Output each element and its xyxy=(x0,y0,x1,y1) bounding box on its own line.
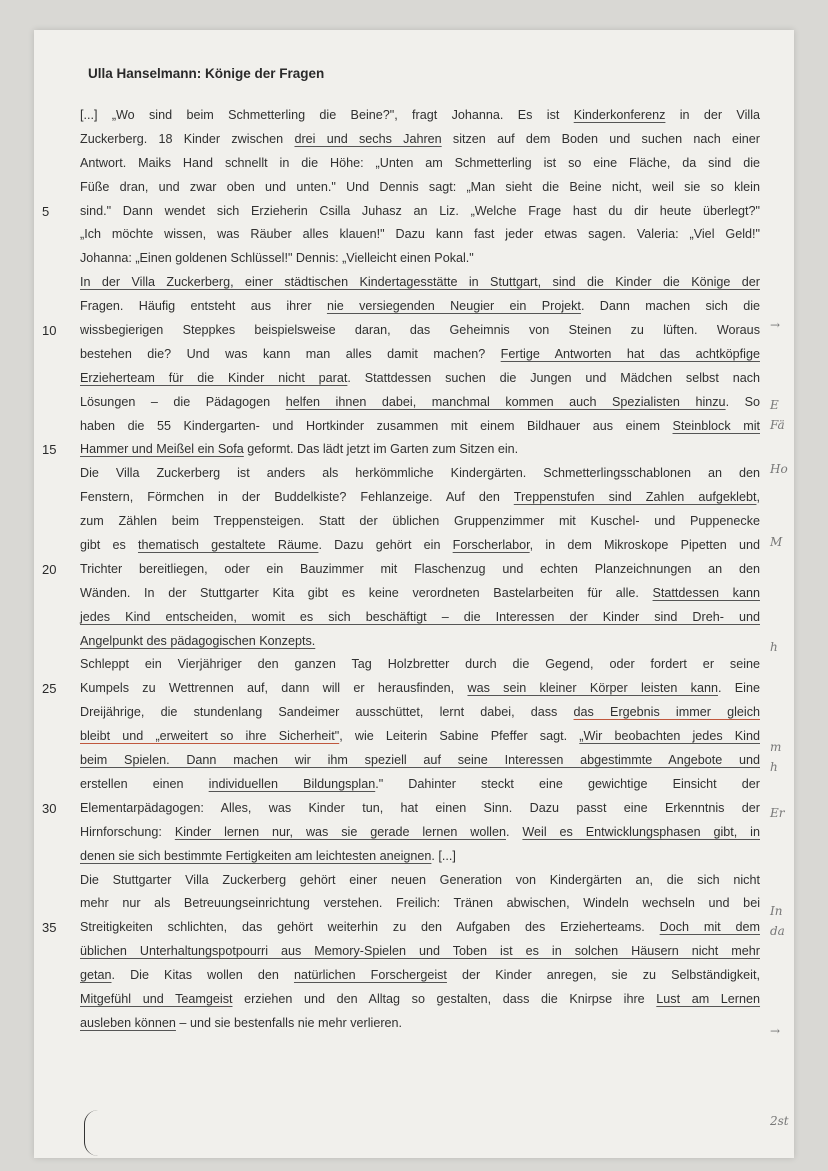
text-segment: Johanna: „Einen goldenen Schlüssel!" Dennis: „Vielleicht einen Pokal." xyxy=(80,251,474,266)
underlined-text: drei und sechs Jahren xyxy=(294,131,442,146)
text-line xyxy=(80,223,760,247)
underlined-text: bleibt und „erweitert so ihre Sicherheit" xyxy=(80,729,340,744)
line-number: 35 xyxy=(42,920,57,936)
text-segment: Lösungen – die Pädagogen xyxy=(80,394,286,409)
underlined-text: Weil es Entwicklungsphasen gibt, in xyxy=(522,824,760,839)
text-line xyxy=(80,725,760,749)
margin-note: h xyxy=(770,640,778,654)
text-line xyxy=(80,845,760,869)
text-segment: erstellen einen xyxy=(80,776,209,791)
underlined-text: Kinderkonferenz xyxy=(573,108,666,122)
text-segment: wissbegierigen Steppkes beispielsweise daran, das Geheimnis von Steinen zu lüften. Woraus xyxy=(80,323,760,338)
underlined-text: In der Villa Zuckerberg, einer städtischen Kindertagesstätte in Stuttgart, sind die Kinder die Könige der xyxy=(80,275,760,290)
text-segment: in der Villa xyxy=(665,108,760,122)
margin-note: → xyxy=(770,318,781,332)
text-line xyxy=(80,582,760,606)
text-line xyxy=(80,869,760,893)
text-line xyxy=(80,964,760,988)
text-line xyxy=(42,200,760,224)
text-segment: Fenstern, Förmchen in der Buddelkiste? Fehlanzeige. Auf den xyxy=(80,490,514,505)
text-line xyxy=(80,630,760,654)
text-segment: [...] „Wo sind beim Schmetterling die Beine?", fragt Johanna. Es ist xyxy=(80,108,574,122)
underlined-text: Treppenstufen sind Zahlen aufgeklebt xyxy=(513,490,757,505)
margin-note: 2st xyxy=(770,1114,789,1128)
text-segment: Die Villa Zuckerberg ist anders als herkömmliche Kindergärten. Schmetterlingsschablonen an den xyxy=(80,466,760,481)
text-segment: . Dazu gehört ein xyxy=(318,538,453,553)
underlined-text: Lust am Lernen xyxy=(656,991,761,1006)
text-line xyxy=(80,486,760,510)
text-line xyxy=(80,821,760,845)
text-line xyxy=(80,940,760,964)
text-line xyxy=(80,247,760,271)
underlined-text: üblichen Unterhaltungspotpourri aus Memory-Spielen und Toben ist es in solchen Häusern nicht mehr xyxy=(80,944,760,959)
text-segment: haben die 55 Kindergarten- und Hortkinder zusammen mit einem Bildhauer aus einem xyxy=(80,418,673,433)
text-line xyxy=(80,892,760,916)
text-segment: Zuckerberg. 18 Kinder zwischen xyxy=(80,131,295,146)
line-number: 30 xyxy=(42,800,57,816)
text-line xyxy=(80,510,760,534)
text-line xyxy=(80,462,760,486)
text-segment: zum Zählen beim Treppensteigen. Statt der üblichen Gruppenzimmer mit Kuschel- und Puppenecke xyxy=(80,514,760,529)
line-number: 25 xyxy=(42,681,57,697)
underlined-text: Erzieherteam für die Kinder nicht parat xyxy=(80,370,348,385)
handwritten-bracket xyxy=(84,1110,99,1156)
text-segment: mehr nur als Betreuungseinrichtung verstehen. Freilich: Tränen abwischen, Windeln wechseln und bei xyxy=(80,896,760,911)
text-line xyxy=(80,271,760,295)
margin-note: → xyxy=(770,1024,781,1038)
text-line xyxy=(80,701,760,725)
underlined-text: thematisch gestaltete Räume xyxy=(137,538,319,553)
underlined-text: Hammer und Meißel ein Sofa xyxy=(80,442,244,457)
text-segment: , wie Leiterin Sabine Pfeffer sagt. xyxy=(339,729,580,744)
text-line xyxy=(80,367,760,391)
underlined-text: nie versiegenden Neugier ein Projekt xyxy=(326,299,581,314)
text-segment: . So xyxy=(725,394,760,409)
text-segment: , in dem Mikroskope Pipetten und xyxy=(529,538,760,553)
margin-note: h xyxy=(770,760,778,774)
text-line xyxy=(42,797,760,821)
underlined-text: Fertige Antworten hat das achtköpfige xyxy=(500,346,760,361)
text-segment: „Ich möchte wissen, was Räuber alles klauen!" Dazu kann fast jeder etwas sagen. Valeria: „Viel Geld!" xyxy=(80,227,760,242)
text-segment: – und sie bestenfalls nie mehr verlieren. xyxy=(175,1015,403,1030)
text-line xyxy=(42,438,760,462)
underlined-text: beim Spielen. Dann machen wir ihm speziell auf seine Interessen abgestimmte Angebote und xyxy=(80,753,760,768)
text-segment: bestehen die? Und was kann man alles damit machen? xyxy=(80,346,501,361)
text-segment: Dreijährige, die stundenlang Sandeimer ausschüttet, lernt dabei, dass xyxy=(80,705,574,720)
text-segment: Elementarpädagogen: Alles, was Kinder tun, hat einen Sinn. Dazu passt eine Erkenntnis der xyxy=(80,800,760,815)
line-number: 5 xyxy=(42,203,50,219)
underlined-text: was sein kleiner Körper leisten kann xyxy=(467,681,718,696)
text-line xyxy=(80,391,760,415)
text-line xyxy=(80,176,760,200)
underlined-text: jedes Kind entscheiden, womit es sich beschäftigt – die Interessen der Kinder sind Dreh- und xyxy=(80,609,760,624)
text-line xyxy=(80,104,760,128)
text-line xyxy=(80,128,760,152)
underlined-text: Angelpunkt des pädagogischen Konzepts. xyxy=(80,633,316,648)
underlined-text: Stattdessen kann xyxy=(652,585,760,600)
text-segment: . xyxy=(505,824,523,839)
margin-note: In xyxy=(770,904,783,918)
margin-note: da xyxy=(770,924,785,938)
text-segment: Schleppt ein Vierjähriger den ganzen Tag Holzbretter durch die Gegend, oder fordert er seine xyxy=(80,657,760,672)
text-segment: Fragen. Häufig entsteht aus ihrer xyxy=(80,299,327,314)
underlined-text: Forscherlabor xyxy=(452,538,530,553)
text-segment: Hirnforschung: xyxy=(80,824,175,839)
margin-note: M xyxy=(770,535,783,549)
underlined-text: Steinblock mit xyxy=(672,418,760,433)
text-line xyxy=(80,606,760,630)
underlined-text: ausleben können xyxy=(80,1015,176,1030)
underlined-text: helfen ihnen dabei, manchmal kommen auch Spezialisten hinzu xyxy=(285,394,726,409)
underlined-text: Mitgefühl und Teamgeist xyxy=(80,991,233,1006)
article-text xyxy=(42,104,761,1036)
line-number: 15 xyxy=(42,442,57,458)
margin-note: E xyxy=(770,398,779,412)
text-line xyxy=(80,988,760,1012)
text-segment: . [...] xyxy=(431,848,456,863)
text-segment: Die Stuttgarter Villa Zuckerberg gehört einer neuen Generation von Kindergärten an, die sich nicht xyxy=(80,872,760,887)
text-line xyxy=(80,534,760,558)
text-segment: . Dann machen sich die xyxy=(580,299,761,314)
underlined-text: Doch mit dem xyxy=(659,920,760,935)
text-line xyxy=(80,749,760,773)
text-segment: Füße dran, und zwar oben und unten." Und Dennis sagt: „Man sieht die Beine nicht, weil sie so klein xyxy=(80,179,760,194)
text-line xyxy=(42,558,760,582)
text-segment: ." Dahinter steckt eine gewichtige Einsicht der xyxy=(375,776,760,791)
text-segment: geformt. Das lädt jetzt im Garten zum Sitzen ein. xyxy=(243,442,519,457)
text-line xyxy=(42,677,760,701)
text-segment: Antwort. Maiks Hand schnellt in die Höhe: „Unten am Schmetterling ist so eine Fläche, da sind die xyxy=(80,155,760,170)
text-segment: erziehen und den Alltag so gestalten, dass die Knirpse ihre xyxy=(232,991,657,1006)
line-number: 10 xyxy=(42,323,57,339)
text-segment: . Die Kitas wollen den xyxy=(111,968,294,983)
text-line xyxy=(80,653,760,677)
text-segment: Kumpels zu Wettrennen auf, dann will er herausfinden, xyxy=(80,681,468,696)
text-segment: , xyxy=(756,490,760,505)
underlined-text: denen sie sich bestimmte Fertigkeiten am leichtesten aneignen xyxy=(80,848,432,863)
text-line xyxy=(80,295,760,319)
text-segment: . Eine xyxy=(718,681,760,696)
underlined-text: das Ergebnis immer gleich xyxy=(573,705,760,720)
text-line xyxy=(80,343,760,367)
document-page xyxy=(34,30,794,1158)
underlined-text: Kinder lernen nur, was sie gerade lernen wollen xyxy=(174,824,506,839)
text-segment: Streitigkeiten schlichten, das gehört weiterhin zu den Aufgaben des Erzieherteams. xyxy=(80,920,660,935)
underlined-text: „Wir beobachten jedes Kind xyxy=(579,729,760,744)
underlined-text: getan xyxy=(80,968,112,983)
text-segment: Wänden. In der Stuttgarter Kita gibt es keine verordneten Bastelarbeiten für alle. xyxy=(80,585,653,600)
text-segment: sitzen auf dem Boden und suchen nach einer xyxy=(441,131,760,146)
text-segment: der Kinder anregen, sie zu Selbständigkeit, xyxy=(446,968,760,983)
underlined-text: individuellen Bildungsplan xyxy=(208,776,376,791)
text-line xyxy=(80,152,760,176)
margin-note: m xyxy=(770,740,782,754)
text-segment: . Stattdessen suchen die Jungen und Mädchen selbst nach xyxy=(347,370,760,385)
underlined-text: natürlichen Forschergeist xyxy=(293,968,447,983)
text-segment: sind." Dann wendet sich Erzieherin Csilla Juhasz an Liz. „Welche Frage hast du dir heute überlegt?" xyxy=(80,203,760,218)
text-segment: Trichter bereitliegen, oder ein Bauzimmer mit Flaschenzug und echten Planzeichnungen an den xyxy=(80,561,760,576)
document-title: Ulla Hanselmann: Könige der Fragen xyxy=(88,66,325,81)
text-line xyxy=(80,1012,760,1036)
line-number: 20 xyxy=(42,561,57,577)
text-line xyxy=(80,773,760,797)
text-line xyxy=(80,415,760,439)
text-line xyxy=(42,319,760,343)
text-segment: gibt es xyxy=(80,538,138,553)
margin-note: Ho xyxy=(770,462,788,476)
text-line xyxy=(42,916,760,940)
margin-note: Fä xyxy=(770,418,785,432)
margin-note: Er xyxy=(770,806,785,820)
